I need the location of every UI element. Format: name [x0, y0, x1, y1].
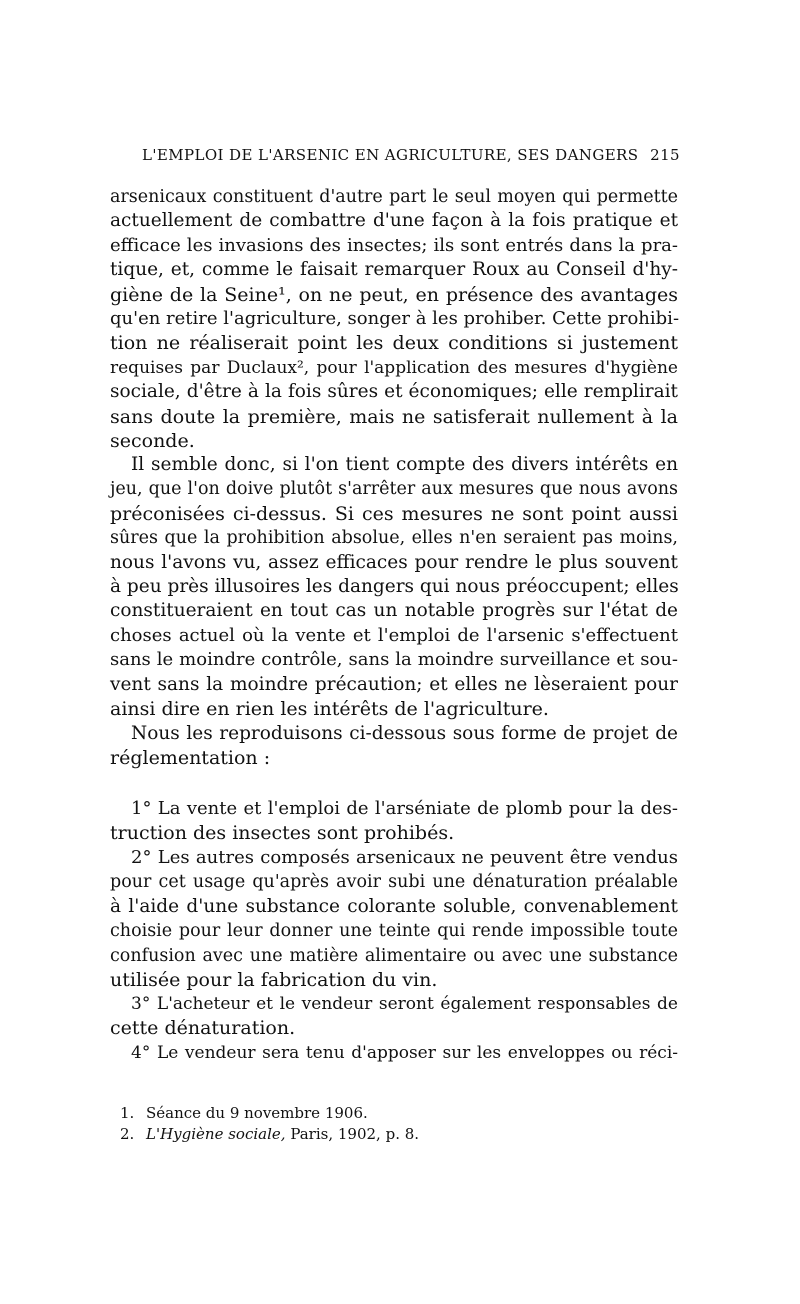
- text-line: préconisées ci-dessus. Si ces mesures ne sont point aussi: [110, 502, 678, 525]
- text-line: vent sans la moindre précaution; et elles ne lèseraient pour: [110, 673, 678, 695]
- text-line: ainsi dire en rien les intérêts de l'agriculture.: [110, 697, 549, 720]
- text-line: réglementation :: [110, 747, 271, 770]
- text-line: à peu près illusoires les dangers qui nous préoccupent; elles: [110, 575, 679, 597]
- paragraph-1: [110, 185, 678, 453]
- paragraph-3: [110, 722, 678, 771]
- regulation-article-4: [110, 1041, 678, 1065]
- text-line: 4° Le vendeur sera tenu d'apposer sur les enveloppes ou réci-: [131, 1043, 678, 1063]
- text-line: constitueraient en tout cas un notable progrès sur l'état de: [110, 600, 678, 622]
- regulation-article-3: [110, 992, 678, 1041]
- text-line: nous l'avons vu, assez efficaces pour rendre le plus souvent: [110, 551, 678, 573]
- text-line: requises par Duclaux², pour l'application des mesures d'hygiène: [110, 357, 678, 378]
- text-line: cette dénaturation.: [110, 1017, 296, 1040]
- text-line: choses actuel où la vente et l'emploi de l'arsenic s'effectuent: [110, 624, 678, 646]
- text-line: Nous les reproduisons ci-dessous sous forme de projet de: [131, 723, 678, 744]
- footnote-title: L'Hygiène sociale,: [146, 1125, 286, 1143]
- text-line: efficace les invasions des insectes; ils sont entrés dans la pra-: [110, 234, 678, 256]
- footnote-text: Séance du 9 novembre 1906.: [146, 1104, 368, 1122]
- text-line: utilisée pour la fabrication du vin.: [110, 968, 438, 991]
- text-line: seconde.: [110, 429, 195, 452]
- text-line: tique, et, comme le faisait remarquer Roux au Conseil d'hy-: [110, 259, 678, 281]
- text-line: truction des insectes sont prohibés.: [110, 822, 455, 845]
- text-line: confusion avec une matière alimentaire ou avec une substance: [110, 945, 678, 966]
- running-header: [142, 146, 680, 164]
- running-title: L'EMPLOI DE L'ARSENIC EN AGRICULTURE, SES DANGERS: [142, 146, 639, 164]
- text-line: Il semble donc, si l'on tient compte des divers intérêts en: [131, 454, 678, 475]
- text-line: 1° La vente et l'emploi de l'arséniate de plomb pour la des-: [131, 798, 678, 819]
- footnote-text: Paris, 1902, p. 8.: [285, 1125, 420, 1143]
- text-line: sociale, d'être à la fois sûres et économiques; elle remplirait: [110, 381, 678, 403]
- text-line: à l'aide d'une substance colorante soluble, convenablement: [110, 895, 678, 917]
- text-line: giène de la Seine¹, on ne peut, en présence des avantages: [110, 283, 678, 306]
- text-line: choisie pour leur donner une teinte qui rende impossible toute: [110, 921, 678, 942]
- footnote-number: 1.: [120, 1104, 135, 1122]
- text-line: arsenicaux constituent d'autre part le seul moyen qui permette: [110, 187, 678, 207]
- footnote-2: [120, 1124, 520, 1144]
- text-line: pour cet usage qu'après avoir subi une dénaturation préalable: [110, 872, 678, 893]
- text-line: sûres que la prohibition absolue, elles n'en seraient pas moins,: [110, 528, 678, 549]
- text-line: qu'en retire l'agriculture, songer à les prohiber. Cette prohibi-: [110, 307, 680, 329]
- page-number: 215: [650, 146, 680, 164]
- text-line: sans le moindre contrôle, sans la moindre surveillance et sou-: [110, 649, 678, 671]
- text-line: actuellement de combattre d'une façon à la fois pratique et: [110, 210, 678, 232]
- regulation-article-2: [110, 846, 678, 992]
- text-line: 2° Les autres composés arsenicaux ne peuvent être vendus: [131, 847, 678, 868]
- footnote-1: [120, 1103, 520, 1123]
- footnote-number: 2.: [120, 1125, 135, 1143]
- regulation-article-1: [110, 797, 678, 846]
- text-line: tion ne réaliserait point les deux conditions si justement: [110, 332, 678, 355]
- text-line: jeu, que l'on doive plutôt s'arrêter aux mesures que nous avons: [110, 479, 678, 500]
- text-line: 3° L'acheteur et le vendeur seront également responsables de: [131, 994, 678, 1014]
- paragraph-2: [110, 453, 678, 721]
- text-line: sans doute la première, mais ne satisferait nullement à la: [110, 405, 678, 428]
